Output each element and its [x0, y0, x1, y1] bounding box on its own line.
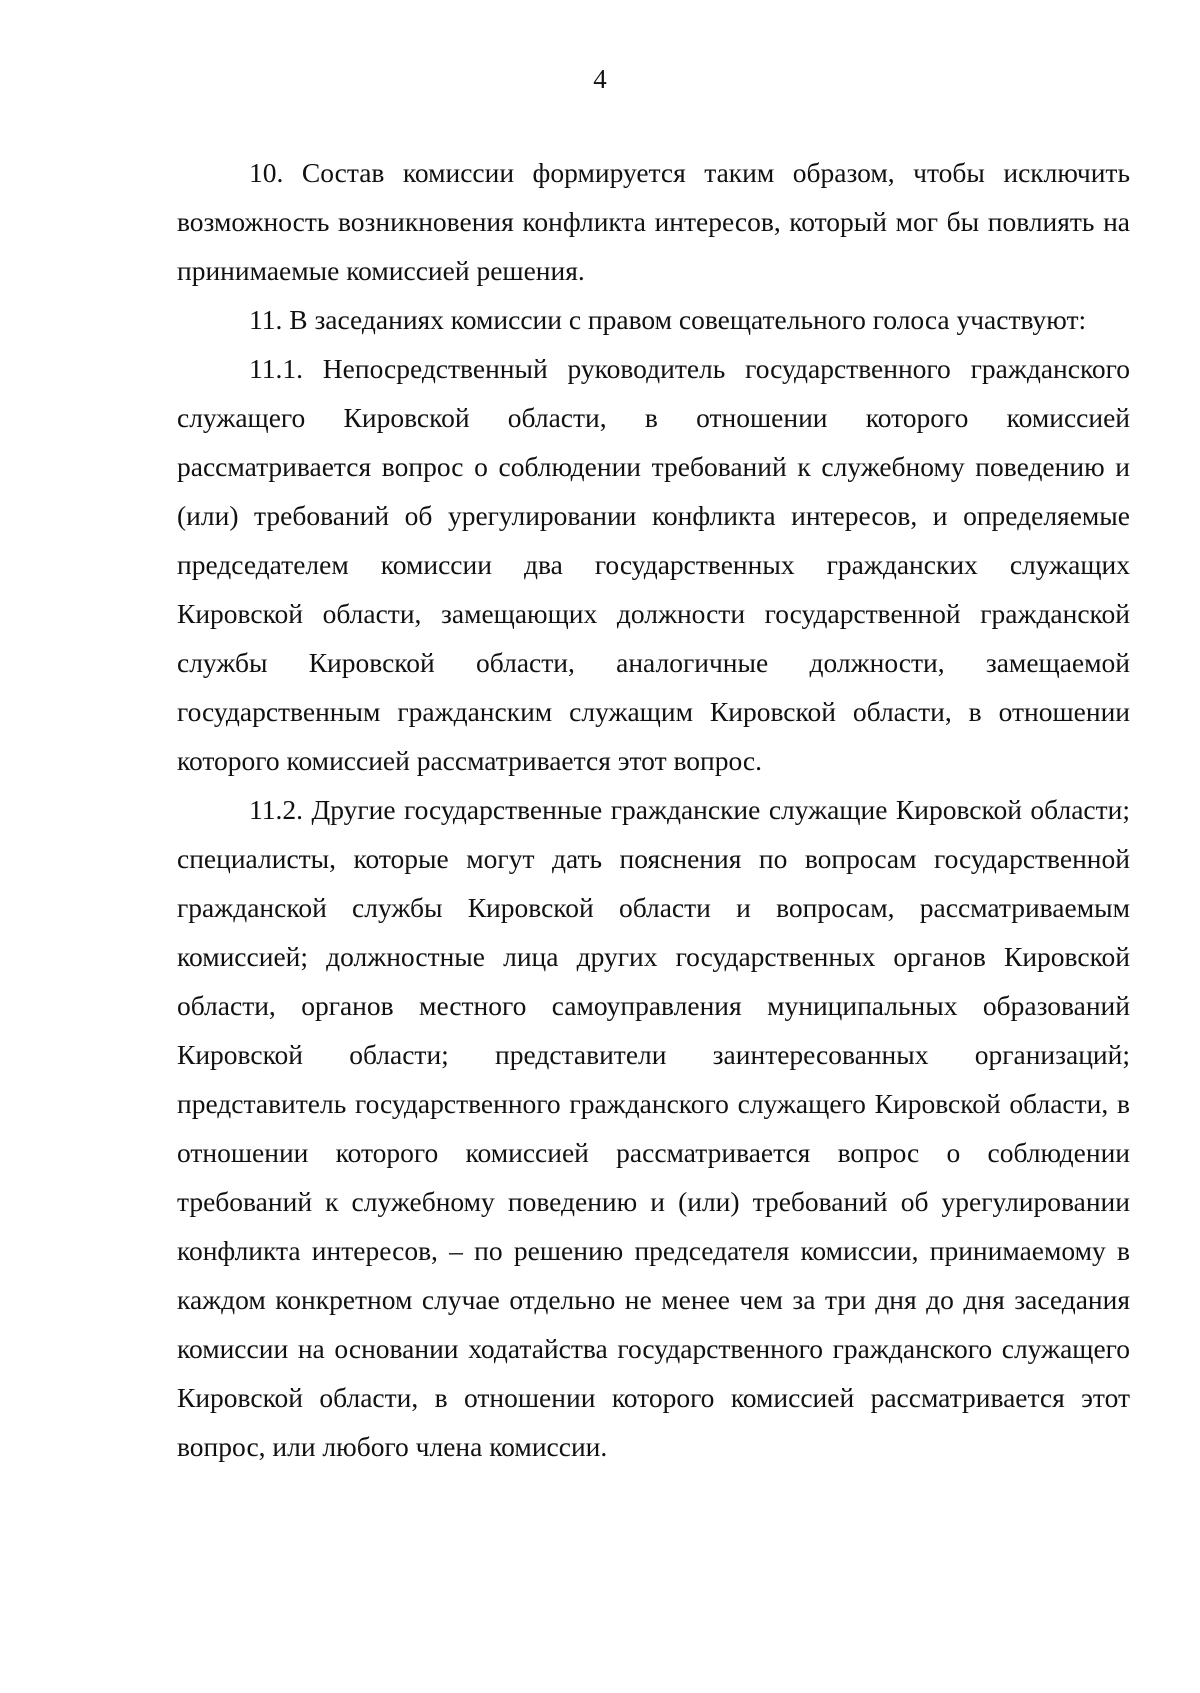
paragraph-11-2: 11.2. Другие государственные гражданские служащие Кировской области; специалисты, которые могут дать пояснения по вопросам государственной гражданской службы Кировской области и вопросам, рассматриваемым комиссией; должностные лица других государственных органов Кировской области, органов местного самоуправления муниципальных образований Кировской области; представители заинтересованных организаций; представитель государственного гражданского служащего Кировской области, в отношении которого комиссией рассматривается вопрос о соблюдении требований к служебному поведению и (или) требований об урегулировании конфликта интересов, – по решению председателя комиссии, принимаемому в каждом конкретном случае отдельно не менее чем за три дня до дня заседания комиссии на основании ходатайства государственного гражданского служащего Кировской области, в отношении которого комиссией рассматривается этот вопрос, или любого члена комиссии. — [177, 794, 1130, 1462]
paragraph-11: 11. В заседаниях комиссии с правом совещательного голоса участвуют: — [249, 304, 1087, 335]
paragraph-10: 10. Состав комиссии формируется таким образом, чтобы исключить возможность возникновения конфликта интересов, который мог бы повлиять на принимаемые комиссией решения. — [177, 157, 1130, 286]
document-body — [177, 148, 1130, 1471]
paragraph-11-1: 11.1. Непосредственный руководитель государственного гражданского служащего Кировской области, в отношении которого комиссией рассматривается вопрос о соблюдении требований к служебному поведению и (или) требований об урегулировании конфликта интересов, и определяемые председателем комиссии два государственных гражданских служащих Кировской области, замещающих должности государственной гражданской службы Кировской области, аналогичные должности, замещаемой государственным гражданским служащим Кировской области, в отношении которого комиссией рассматривается этот вопрос. — [177, 353, 1130, 776]
page-number: 4 — [593, 64, 607, 94]
